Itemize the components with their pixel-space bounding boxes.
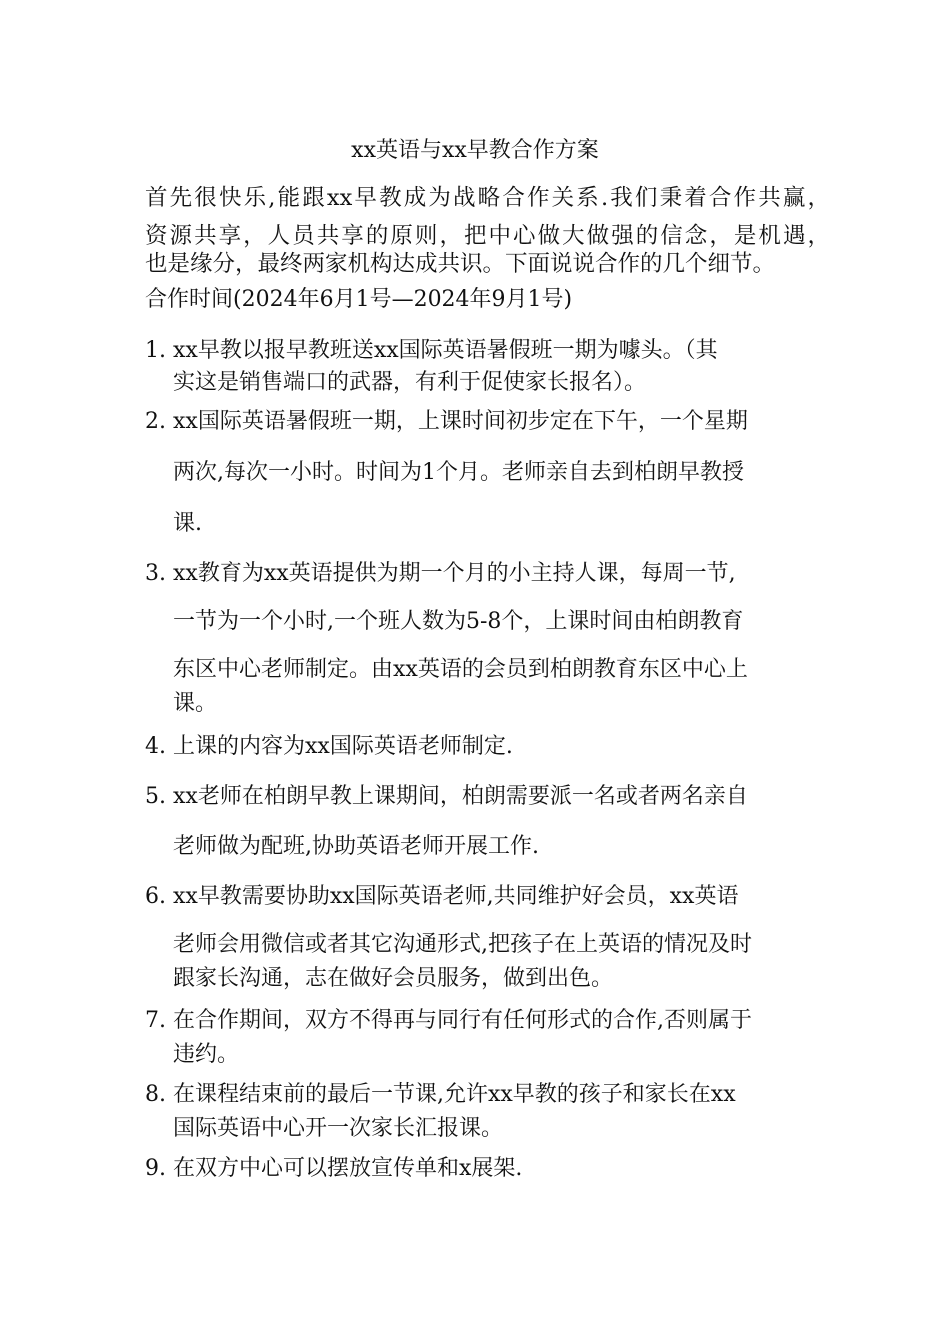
list-item-line: 实这是销售端口的武器，有利于促使家长报名）。 — [173, 370, 647, 395]
list-item-line: 一节为一个小时,一个班人数为5-8个，上课时间由柏朗教育 — [173, 609, 744, 634]
list-item-line: 课. — [173, 511, 202, 536]
list-item-line: xx国际英语暑假班一期，上课时间初步定在下午，一个星期 — [173, 409, 748, 434]
list-item-line: 违约。 — [173, 1042, 240, 1067]
list-item-text — [173, 780, 813, 864]
list-item — [145, 1152, 835, 1186]
list-item-number: 2. — [145, 409, 166, 434]
list-item-line: xx教育为xx英语提供为期一个月的小主持人课，每周一节, — [173, 561, 736, 586]
list-item-line: 国际英语中心开一次家长汇报课。 — [173, 1116, 504, 1141]
list-item-number: 6. — [145, 884, 166, 909]
list-item-number: 8. — [145, 1082, 166, 1107]
list-item-text — [173, 1004, 813, 1072]
list-item-text — [173, 335, 813, 399]
list-item-line: xx早教以报早教班送xx国际英语暑假班一期为噱头。（其 — [173, 338, 718, 363]
list-item — [145, 880, 835, 1002]
list-item-line: 在双方中心可以摆放宣传单和x展架. — [173, 1156, 523, 1181]
list-item-text — [173, 880, 813, 996]
list-item — [145, 335, 835, 399]
list-item — [145, 780, 835, 862]
list-item-number: 1. — [145, 338, 166, 363]
list-item-text — [173, 397, 813, 541]
list-item-line: 东区中心老师制定。由xx英语的会员到柏朗教育东区中心上 — [173, 657, 748, 682]
list-item-text — [173, 557, 813, 721]
list-item-text — [173, 730, 813, 764]
list-item-number: 7. — [145, 1008, 166, 1033]
list-item-line: 老师会用微信或者其它沟通形式,把孩子在上英语的情况及时 — [173, 932, 752, 957]
list-item — [145, 557, 835, 725]
list-item-line: 在合作期间，双方不得再与同行有任何形式的合作,否则属于 — [173, 1008, 752, 1033]
list-item — [145, 1078, 835, 1146]
list-item-line: 跟家长沟通，志在做好会员服务，做到出色。 — [173, 966, 614, 991]
cooperation-period: 合作时间(2024年6月1号—2024年9月1号) — [145, 287, 573, 312]
intro-line: 首先很快乐,能跟xx早教成为战略合作关系.我们秉着合作共赢， — [145, 185, 830, 211]
list-item-line: 在课程结束前的最后一节课,允许xx早教的孩子和家长在xx — [173, 1082, 736, 1107]
intro-line: 资源共享，人员共享的原则，把中心做大做强的信念，是机遇， — [145, 223, 830, 249]
list-item — [145, 730, 835, 764]
list-item-number: 9. — [145, 1156, 166, 1181]
list-item-text — [173, 1152, 813, 1186]
intro-line: 也是缘分，最终两家机构达成共识。下面说说合作的几个细节。 — [145, 251, 776, 277]
list-item-text — [173, 1078, 813, 1146]
list-item-line: xx老师在柏朗早教上课期间，柏朗需要派一名或者两名亲自 — [173, 784, 748, 809]
list-item-line: 课。 — [173, 691, 218, 716]
list-item-line: 老师做为配班,协助英语老师开展工作. — [173, 834, 539, 859]
list-item-number: 5. — [145, 784, 166, 809]
list-item — [145, 1004, 835, 1072]
list-item-line: 上课的内容为xx国际英语老师制定. — [173, 734, 513, 759]
list-item-line: xx早教需要协助xx国际英语老师,共同维护好会员，xx英语 — [173, 884, 739, 909]
list-item — [145, 405, 835, 545]
list-item-number: 3. — [145, 561, 166, 586]
list-item-number: 4. — [145, 734, 166, 759]
intro-paragraph — [145, 182, 830, 280]
list-item-line: 两次,每次一小时。时间为1个月。老师亲自去到柏朗早教授 — [173, 460, 744, 485]
document-title: xx英语与xx早教合作方案 — [351, 138, 599, 163]
